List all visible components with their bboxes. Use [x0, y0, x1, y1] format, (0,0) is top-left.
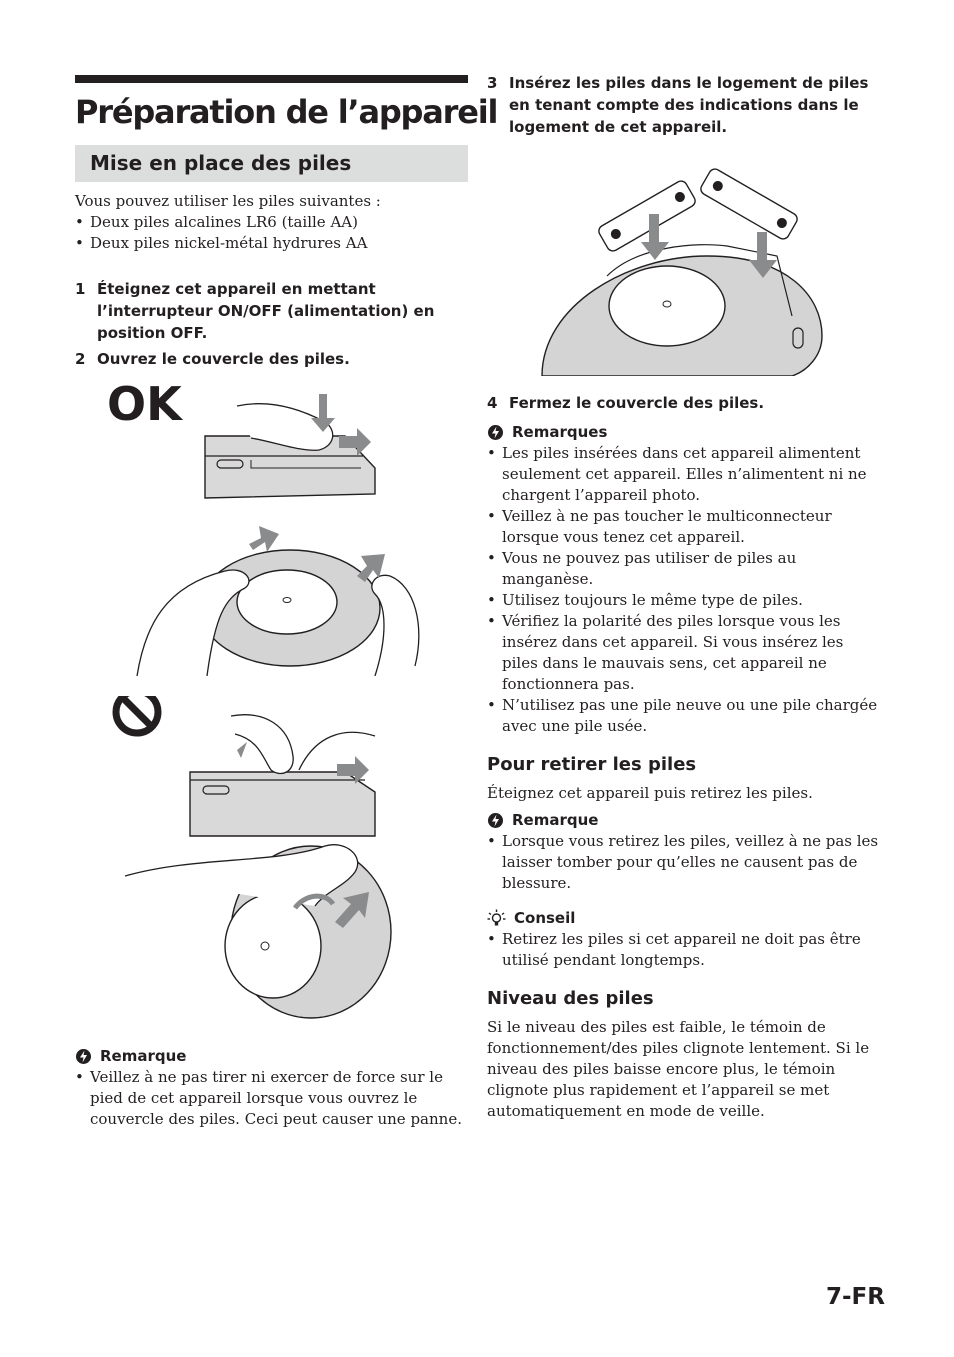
note-icon — [487, 424, 504, 441]
note-icon — [487, 812, 504, 829]
list-item: • Vérifiez la polarité des piles lorsque vous les insérez dans cet appareil. Si vous insérez les piles dans le mauvais sens, cet appareil ne fonctionnera pas. — [487, 612, 844, 693]
list-item: • Deux piles alcalines LR6 (taille AA) — [75, 213, 358, 231]
section-heading: Mise en place des piles — [75, 145, 468, 182]
step-2: 2 Ouvrez le couvercle des piles. — [75, 350, 350, 368]
step-1: 1 Éteignez cet appareil en mettant l’interrupteur ON/OFF (alimentation) en position OFF. — [75, 280, 435, 342]
page-title: Préparation de l’appareil — [75, 93, 498, 131]
list-item: • Deux piles nickel-métal hydrures AA — [75, 234, 368, 252]
list-item: • Utilisez toujours le même type de piles. — [487, 591, 803, 609]
list-item: • Lorsque vous retirez les piles, veillez à ne pas les laisser tomber pour qu’elles ne causent pas de blessure. — [487, 832, 879, 892]
list-item: • Veillez à ne pas toucher le multiconnecteur lorsque vous tenez cet appareil. — [487, 507, 832, 546]
right-column — [487, 72, 882, 1122]
remove-heading: Pour retirer les piles — [487, 754, 697, 775]
prohibited-icon — [116, 696, 158, 733]
battery-level-section — [487, 987, 882, 1122]
list-item: • N’utilisez pas une pile neuve ou une pile chargée avec une pile usée. — [487, 696, 878, 735]
left-column — [75, 75, 498, 1130]
remarks-block — [487, 422, 882, 737]
battery-intro-block — [75, 191, 468, 254]
note-icon — [75, 1048, 92, 1065]
tip-heading: Conseil — [487, 908, 882, 929]
insert-batteries-illustration — [487, 156, 882, 376]
note-heading: Remarque — [75, 1046, 468, 1067]
remove-batteries-section — [487, 753, 882, 971]
step-3: 3 Insérez les piles dans le logement de piles en tenant compte des indications dans le logement de cet appareil. — [487, 74, 869, 136]
remove-note-heading: Remarque — [487, 810, 882, 831]
level-heading: Niveau des piles — [487, 988, 654, 1009]
step-4: 4 Fermez le couvercle des piles. — [487, 394, 765, 412]
insert-batteries-drawing — [487, 156, 882, 376]
prohibited-illustration — [75, 696, 468, 1026]
list-item: • Retirez les piles si cet appareil ne doit pas être utilisé pendant longtemps. — [487, 930, 861, 969]
intro-text: Vous pouvez utiliser les piles suivantes : — [75, 192, 381, 210]
list-item: • Les piles insérées dans cet appareil alimentent seulement cet appareil. Elles n’alimentent ni ne chargent l’appareil photo. — [487, 444, 867, 504]
page-number: 7-FR — [826, 1284, 885, 1310]
title-rule — [75, 75, 468, 83]
steps-block — [75, 278, 468, 370]
open-cover-wrong-drawing — [75, 696, 468, 1026]
list-item: • Veillez à ne pas tirer ni exercer de force sur le pied de cet appareil lorsque vous ouvrez le couvercle des piles. Ceci peut causer une panne. — [75, 1068, 462, 1128]
level-text: Si le niveau des piles est faible, le témoin de fonctionnement/des piles clignote lentement. Si le niveau des piles baisse encore plus, le témoin clignote plus rapidement et l’appareil se met automatiquement en mode de veille. — [487, 1018, 870, 1120]
remove-text: Éteignez cet appareil puis retirez les piles. — [487, 784, 813, 802]
list-item: • Vous ne pouvez pas utiliser de piles au manganèse. — [487, 549, 797, 588]
ok-illustration — [75, 376, 468, 676]
tip-icon — [487, 909, 506, 928]
remarks-heading: Remarques — [487, 422, 882, 443]
left-note-block — [75, 1046, 468, 1130]
ok-label: OK — [107, 377, 182, 431]
